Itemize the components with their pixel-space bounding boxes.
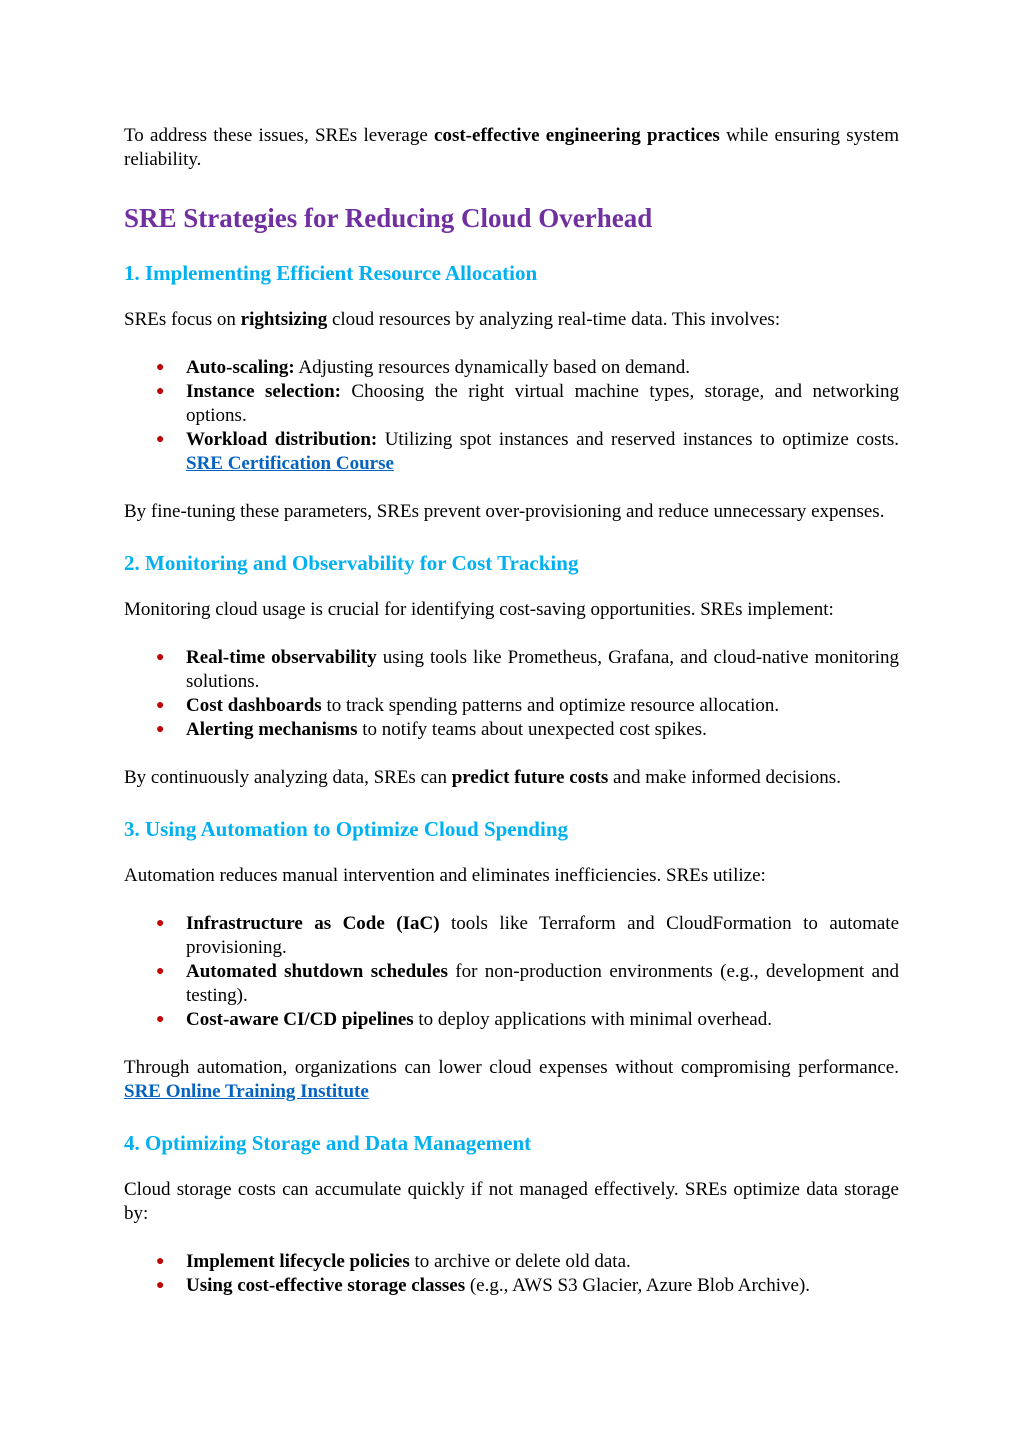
bullet-list [124, 1250, 899, 1298]
list-item [124, 1008, 899, 1032]
section-closing: By fine-tuning these parameters, SREs prevent over-provisioning and reduce unnecessary expenses. [124, 501, 885, 522]
section-lead: Monitoring cloud usage is crucial for identifying cost-saving opportunities. SREs implement: [124, 599, 834, 620]
lead-text-end: cloud resources by analyzing real-time data. This involves: [327, 309, 781, 330]
bullet-list [124, 646, 899, 742]
intro-paragraph [124, 124, 899, 172]
bullet-icon: ● [156, 384, 165, 399]
bullet-icon: ● [156, 698, 165, 713]
closing-text-end: and make informed decisions. [608, 767, 841, 788]
item-bold: Implement lifecycle policies [186, 1251, 410, 1272]
item-bold: Workload distribution: [186, 429, 378, 450]
item-bold: Alerting mechanisms [186, 719, 358, 740]
closing-bold: predict future costs [451, 767, 609, 788]
bullet-icon: ● [156, 916, 165, 931]
section-heading: 2. Monitoring and Observability for Cost Tracking [124, 551, 579, 575]
closing-text: By continuously analyzing data, SREs can [124, 767, 452, 788]
item-text: Utilizing spot instances and reserved instances to optimize costs. [377, 429, 899, 450]
section-lead: Automation reduces manual intervention and eliminates inefficiencies. SREs utilize: [124, 865, 766, 886]
sre-online-training-institute-link[interactable]: SRE Online Training Institute [124, 1081, 369, 1102]
item-bold: Instance selection: [186, 381, 341, 402]
item-text: Adjusting resources dynamically based on demand. [294, 357, 690, 378]
item-bold: Cost-aware CI/CD pipelines [186, 1009, 414, 1030]
item-text: to notify teams about unexpected cost spikes. [357, 719, 707, 740]
item-text: to archive or delete old data. [409, 1251, 631, 1272]
section-lead: Cloud storage costs can accumulate quickly if not managed effectively. SREs optimize data storage by: [124, 1179, 899, 1224]
item-text: tools like Terraform and CloudFormation to automate provisioning. [186, 913, 900, 958]
bullet-icon: ● [156, 964, 165, 979]
item-bold: Using cost-effective storage classes [186, 1275, 466, 1296]
item-bold: Infrastructure as Code (IaC) [186, 913, 440, 934]
intro-text-end: while ensuring system reliability. [124, 125, 899, 170]
bullet-icon: ● [156, 722, 165, 737]
bullet-list [124, 356, 899, 476]
bullet-icon: ● [156, 650, 165, 665]
bullet-icon: ● [156, 432, 165, 447]
closing-text: Through automation, organizations can lower cloud expenses without compromising performance. [124, 1057, 899, 1078]
list-item [124, 912, 899, 960]
bullet-icon: ● [156, 1278, 165, 1293]
list-item [124, 646, 899, 694]
sre-certification-course-link[interactable]: SRE Certification Course [186, 453, 394, 474]
section-heading: 3. Using Automation to Optimize Cloud Spending [124, 817, 568, 841]
list-item [124, 1250, 899, 1274]
list-item [124, 960, 899, 1008]
item-text: for non-production environments (e.g., development and testing). [186, 961, 900, 1006]
intro-bold: cost-effective engineering practices [434, 125, 720, 146]
item-bold: Real-time observability [186, 647, 377, 668]
item-text: (e.g., AWS S3 Glacier, Azure Blob Archive). [465, 1275, 811, 1296]
intro-text: To address these issues, SREs leverage [124, 125, 435, 146]
item-bold: Cost dashboards [186, 695, 322, 716]
list-item [124, 694, 899, 718]
bullet-icon: ● [156, 1254, 165, 1269]
item-text: Choosing the right virtual machine types, storage, and networking options. [186, 381, 899, 426]
section-closing [124, 766, 899, 790]
section-heading: 1. Implementing Efficient Resource Allocation [124, 261, 538, 285]
item-bold: Automated shutdown schedules [186, 961, 448, 982]
item-text: to deploy applications with minimal overhead. [413, 1009, 772, 1030]
page-title: SRE Strategies for Reducing Cloud Overhead [124, 203, 653, 233]
item-text: to track spending patterns and optimize resource allocation. [321, 695, 780, 716]
bullet-icon: ● [156, 1012, 165, 1027]
list-item [124, 1274, 899, 1298]
list-item [124, 380, 899, 428]
bullet-icon: ● [156, 360, 165, 375]
lead-text: SREs focus on [124, 309, 241, 330]
list-item [124, 428, 899, 476]
section-heading: 4. Optimizing Storage and Data Management [124, 1131, 532, 1155]
list-item [124, 356, 899, 380]
bullet-list [124, 912, 899, 1032]
document-content [124, 124, 899, 1298]
item-bold: Auto-scaling: [186, 357, 295, 378]
list-item [124, 718, 899, 742]
section-lead [124, 308, 899, 332]
section-closing [124, 1056, 899, 1104]
lead-bold: rightsizing [240, 309, 328, 330]
item-text: using tools like Prometheus, Grafana, and cloud-native monitoring solutions. [186, 647, 900, 692]
